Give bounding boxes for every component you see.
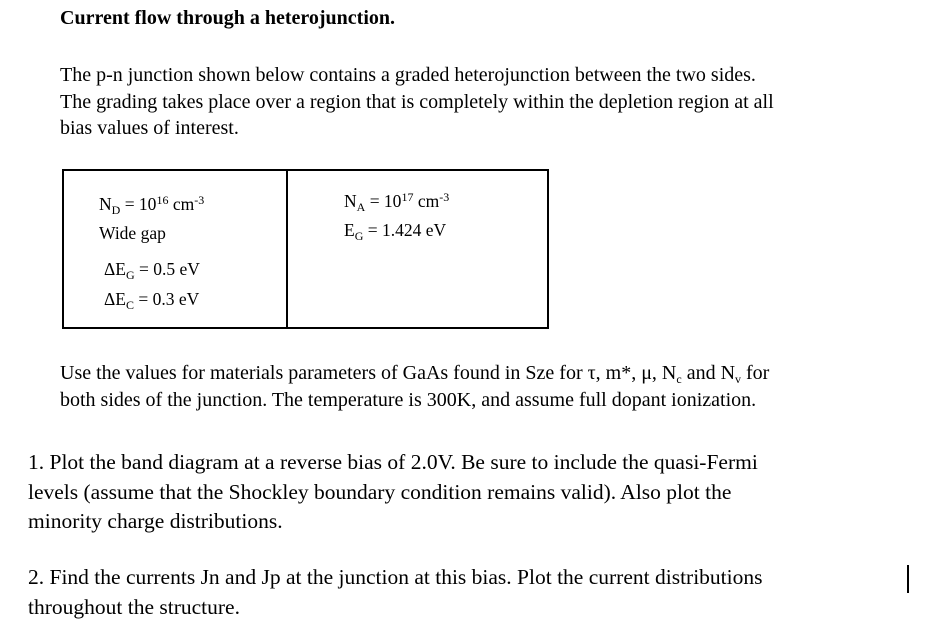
- intro-paragraph: [60, 62, 774, 142]
- parameters-paragraph: [60, 360, 769, 414]
- question-line[interactable]: 2. Find the currents Jn and Jp at the junction at this bias. Plot the current distributions: [28, 565, 763, 589]
- question-line: levels (assume that the Shockley boundary condition remains valid). Also plot the: [28, 479, 732, 504]
- bandgap-value: $E_G = 1.424$ eV: [344, 220, 447, 243]
- params-line: both sides of the junction. The temperature is 300K, and assume full dopant ionization.: [60, 389, 757, 411]
- na-doping: $N_A = 10^{17}$ $cm^{-3}$: [344, 190, 450, 214]
- intro-line: The grading takes place over a region that is completely within the depletion region at all: [60, 90, 774, 113]
- intro-line: The p-n junction shown below contains a graded heterojunction between the two sides.: [60, 64, 756, 86]
- question-2[interactable]: [28, 563, 763, 622]
- question-line[interactable]: throughout the structure.: [28, 594, 240, 619]
- intro-line: bias values of interest.: [60, 117, 239, 139]
- delta-ec: $\Delta E_C = 0.3$ eV: [104, 289, 200, 312]
- delta-eg: $\Delta E_G = 0.5$ eV: [104, 259, 200, 282]
- params-line: Use the values for materials parameters of GaAs found in Sze for τ, m*, μ, $N_c$ and $N_v$ for: [60, 362, 770, 386]
- wide-gap-label: Wide gap: [99, 223, 166, 243]
- nd-doping: $N_D = 10^{16}$ $cm^{-3}$: [99, 193, 205, 217]
- question-line: 1. Plot the band diagram at a reverse bias of 2.0V. Be sure to include the quasi-Fermi: [28, 450, 758, 474]
- problem-title: Current flow through a heterojunction.: [60, 7, 395, 29]
- question-1: [28, 448, 758, 537]
- text-cursor: [907, 565, 909, 593]
- question-line: minority charge distributions.: [28, 509, 283, 533]
